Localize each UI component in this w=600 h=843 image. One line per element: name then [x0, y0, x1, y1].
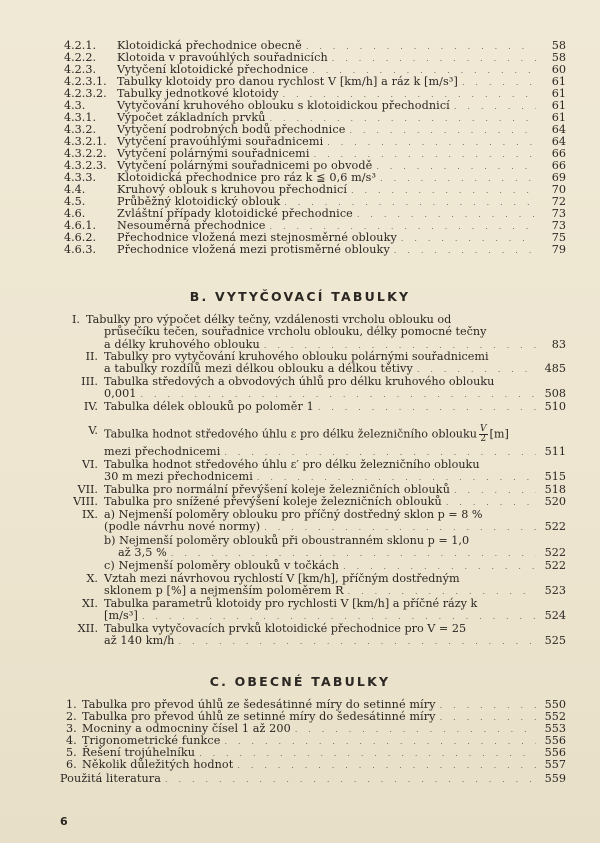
entry-title-line: Tabulka středových a obvodových úhlů pro délku kruhového oblouku: [104, 375, 495, 388]
entry-page: 75: [551, 231, 566, 244]
entry-number: I.: [72, 313, 80, 326]
entry-number: 4.3.2.3.: [64, 159, 107, 172]
entry-page: 79: [551, 243, 566, 256]
entry-title-line: až 140 km/h: [104, 634, 175, 647]
toc-entry-III-line1: [81, 375, 495, 388]
entry-number: 4.6.2.: [64, 231, 97, 244]
entry-page: 61: [551, 87, 566, 100]
entry-number: XII.: [77, 622, 98, 635]
entry-page: 69: [551, 171, 566, 184]
entry-title-line: c) Nejmenší poloměry oblouků v točkách: [104, 559, 340, 572]
entry-title-line: mezi přechodnicemi: [104, 445, 221, 458]
toc-entry-XI-line1: [82, 597, 478, 610]
entry-number: VII.: [77, 483, 98, 496]
toc-entry-V-line1: [88, 424, 509, 444]
entry-page: 64: [551, 135, 566, 148]
entry-title: Vytyčení pravoúhlými souřadnicemi: [117, 135, 324, 148]
entry-title-line: Tabulka délek oblouků po poloměr 1: [104, 400, 314, 413]
entry-page: 556: [544, 734, 566, 747]
entry-number: 4.3.: [64, 99, 86, 112]
page-number: 6: [60, 815, 68, 828]
entry-title-line: 30 m mezi přechodnicemi: [104, 470, 253, 483]
entry-title: Mocniny a odmocniny čísel 1 až 200: [82, 722, 291, 735]
entry-page: 485: [544, 362, 566, 375]
entry-title: Trigonometrické funkce: [82, 734, 221, 747]
entry-page: 552: [544, 710, 566, 723]
section-c-heading: C. OBECNÉ TABULKY: [209, 674, 391, 689]
entry-title-line: Vztah mezi návrhovou rychlostí V [km/h], příčným dostředným: [104, 572, 460, 585]
entry-number: VIII.: [73, 495, 98, 508]
toc-entry-XII-line2: [104, 635, 566, 648]
entry-title: Klotoidická přechodnice pro ráz k ≦ 0,6 m/s³: [117, 171, 377, 184]
entry-title: Tabulky klotoidy pro danou rychlost V [km/h] a ráz k [m/s³]: [117, 75, 458, 88]
entry-title: Vytyčení podrobných bodů přechodnice: [117, 123, 346, 136]
entry-title: Vytyčení klotoidické přechodnice: [117, 63, 309, 76]
entry-page: 525: [544, 634, 566, 647]
entry-title: Vytyčení polárnými souřadnicemi po obvodě: [117, 159, 373, 172]
entry-title-line: (podle návrhu nové normy): [104, 520, 261, 533]
entry-page: 70: [551, 183, 566, 196]
entry-title-line: Tabulky pro vytyčování kruhového oblouku polárnými souřadnicemi: [104, 350, 489, 363]
toc-entry-literature: [60, 773, 566, 786]
dot-leader: [394, 245, 536, 257]
entry-number: VI.: [81, 458, 98, 471]
entry-page: 520: [544, 495, 566, 508]
entry-number: XI.: [82, 597, 98, 610]
entry-number: 4.2.3.2.: [64, 87, 107, 100]
toc-entry-I-line2: průsečíku tečen, souřadnice vrcholu oblouku, délky pomocné tečny: [104, 325, 487, 338]
entry-title: Vytyčování kruhového oblouku s klotoidickou přechodnicí: [117, 99, 450, 112]
entry-page: 61: [551, 111, 566, 124]
entry-number: 4.4.: [64, 183, 86, 196]
entry-page: 515: [544, 470, 566, 483]
entry-page: 550: [544, 698, 566, 711]
entry-number: 4.6.3.: [64, 243, 97, 256]
entry-number: 4.3.2.2.: [64, 147, 107, 160]
entry-page: 557: [544, 758, 566, 771]
entry-number: 4.6.1.: [64, 219, 97, 232]
entry-title: Tabulky jednotkové klotoidy: [117, 87, 279, 100]
dot-leader: [237, 760, 536, 772]
entry-number: 4.6.: [64, 207, 86, 220]
entry-title-line: a) Nejmenší poloměry oblouku pro příčný dostředný sklon p = 8 %: [104, 508, 483, 521]
entry-title: Průběžný klotoidický oblouk: [117, 195, 281, 208]
entry-title: Klotoidická přechodnice obecně: [117, 39, 302, 52]
entry-title: Zvláštní případy klotoidické přechodnice: [117, 207, 353, 220]
fraction-numerator: V: [480, 424, 487, 434]
entry-number: IV.: [83, 400, 98, 413]
entry-number: 4.2.3.: [64, 63, 97, 76]
entry-title: Několik důležitých hodnot: [82, 758, 234, 771]
toc-entry-IV: [83, 400, 566, 414]
entry-number: 4.2.1.: [64, 39, 97, 52]
entry-title-line: Tabulka pro snížené převýšení koleje železničních oblouků: [104, 495, 442, 508]
entry-number: V.: [88, 424, 98, 437]
entry-title: Tabulka pro převod úhlů ze setinné míry do šedesátinné míry: [82, 710, 436, 723]
entry-title: Přechodnice vložená mezi stejnosměrné oblouky: [117, 231, 397, 244]
entry-title: Vytyčení polárnými souřadnicemi: [117, 147, 310, 160]
entry-title-line: a délky kruhového oblouku: [104, 338, 260, 351]
entry-title: Použitá literatura: [60, 772, 162, 785]
entry-number: 4.3.1.: [64, 111, 97, 124]
entry-number: X.: [86, 572, 98, 585]
entry-title: Nesouměrná přechodnice: [117, 219, 266, 232]
fraction-denominator: 2: [480, 434, 487, 444]
entry-title: Klotoida v pravoúhlých souřadnicích: [117, 51, 328, 64]
entry-page: 522: [544, 559, 566, 572]
entry-number: 4.2.2.: [64, 51, 97, 64]
entry-title-line: Tabulka hodnot středového úhlu ε′ pro délku železničního oblouku: [104, 458, 480, 471]
entry-page: 73: [551, 207, 566, 220]
entry-title-line: a tabulky rozdílů mezi délkou oblouku a délkou tětivy: [104, 362, 413, 375]
entry-title-line: 0,001: [104, 387, 137, 400]
entry-number: III.: [81, 375, 98, 388]
entry-title-line: Tabulka parametrů klotoidy pro rychlosti V [km/h] a příčné rázy k: [104, 597, 478, 610]
entry-title: Kruhový oblouk s kruhovou přechodnicí: [117, 183, 348, 196]
entry-number: 1.: [66, 698, 77, 711]
entry-page: 58: [551, 39, 566, 52]
dot-leader: [165, 774, 536, 786]
dot-leader: [264, 522, 536, 534]
entry-title-line: až 3,5 %: [118, 546, 167, 559]
entry-page: 518: [544, 483, 566, 496]
entry-page: 508: [544, 387, 566, 400]
entry-title-line: sklonem p [%] a nejmenším poloměrem R: [104, 584, 344, 597]
entry-title-line: Tabulka vytyčovacích prvků klotoidické přechodnice pro V = 25: [104, 622, 467, 635]
fraction-v-over-2: [479, 425, 488, 444]
entry-number: II.: [85, 350, 98, 363]
entry-page: 523: [544, 584, 566, 597]
entry-title: Výpočet základních prvků: [117, 111, 266, 124]
toc-entry: [64, 244, 566, 257]
entry-page: 511: [544, 445, 566, 458]
entry-page: 61: [551, 99, 566, 112]
entry-title-line: Tabulka hodnot středového úhlu ε pro délku železničního oblouku: [104, 427, 477, 441]
entry-page: 83: [551, 338, 566, 351]
entry-page: 553: [544, 722, 566, 735]
section-b-heading: B. VYTYČOVACÍ TABULKY: [189, 289, 411, 304]
entry-page: 60: [551, 63, 566, 76]
toc-entry-IXb-line1: b) Nejmenší poloměry oblouků při oboustranném sklonu p = 1,0: [104, 534, 470, 547]
entry-title: Tabulka pro převod úhlů ze šedesátinné míry do setinné míry: [82, 698, 436, 711]
entry-number: 3.: [66, 722, 77, 735]
entry-page: 66: [551, 159, 566, 172]
entry-page: 61: [551, 75, 566, 88]
entry-page: 522: [544, 546, 566, 559]
entry-page: 58: [551, 51, 566, 64]
entry-page: 522: [544, 520, 566, 533]
entry-number: 6.: [66, 758, 77, 771]
dot-leader: [318, 402, 536, 414]
entry-title-line: Tabulka pro normální převýšení koleje železničních oblouků: [104, 483, 450, 496]
entry-page: 510: [544, 400, 566, 413]
entry-number: 4.3.2.1.: [64, 135, 107, 148]
unit-label: [m]: [489, 427, 509, 441]
entry-number: 4.: [66, 734, 77, 747]
entry-number: 4.2.3.1.: [64, 75, 107, 88]
entry-page: 556: [544, 746, 566, 759]
entry-page: 66: [551, 147, 566, 160]
toc-entry-IXa-line2: [104, 521, 566, 534]
entry-number: 2.: [66, 710, 77, 723]
entry-page: 72: [551, 195, 566, 208]
entry-number: IX.: [82, 508, 98, 521]
entry-title-line: Tabulky pro výpočet délky tečny, vzdálenosti vrcholu oblouku od: [86, 313, 452, 326]
entry-title: Řešení trojúhelníku: [82, 746, 196, 759]
entry-page: 64: [551, 123, 566, 136]
entry-number: 4.3.2.: [64, 123, 97, 136]
entry-title-line: [m/s³]: [104, 609, 138, 622]
entry-number: 5.: [66, 746, 77, 759]
entry-page: 73: [551, 219, 566, 232]
entry-page: 559: [544, 772, 566, 785]
entry-title: Přechodnice vložená mezi protisměrné oblouky: [117, 243, 390, 256]
entry-number: 4.5.: [64, 195, 86, 208]
entry-number: 4.3.3.: [64, 171, 97, 184]
toc-entry: [66, 759, 566, 772]
entry-page: 524: [544, 609, 566, 622]
dot-leader: [179, 636, 537, 648]
